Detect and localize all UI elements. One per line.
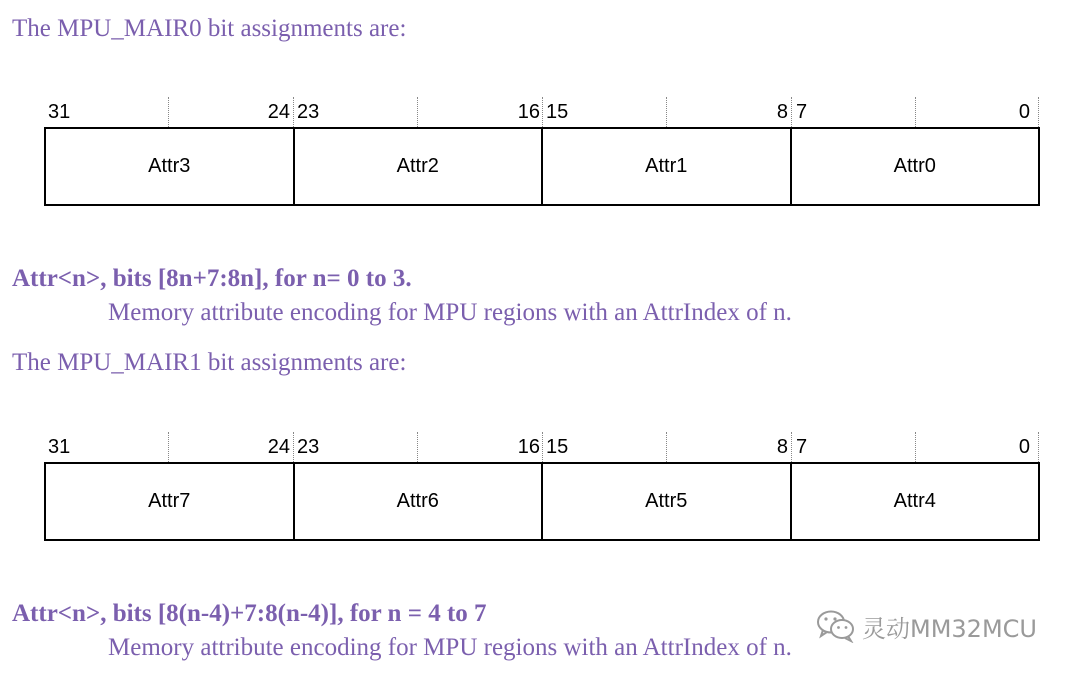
bit-label: 0: [1018, 101, 1030, 123]
tick-mark: [417, 432, 418, 462]
tick-mark: [1038, 432, 1039, 462]
tick-mark: [791, 432, 792, 462]
tick-mark: [791, 97, 792, 127]
tick-mark: [168, 97, 169, 127]
bit-label: 16: [517, 436, 540, 458]
tick-mark: [417, 97, 418, 127]
tick-mark: [666, 432, 667, 462]
field-attr6: Attr6: [295, 464, 544, 539]
tick-mark: [915, 432, 916, 462]
tick-mark: [542, 432, 543, 462]
mair0-register-diagram: [44, 97, 1040, 207]
mair1-intro: The MPU_MAIR1 bit assignments are:: [12, 349, 407, 376]
field-attr4: Attr4: [893, 490, 936, 512]
field-attr1: Attr1: [543, 129, 792, 204]
bit-label: 7: [796, 436, 808, 458]
mair1-field-description: Memory attribute encoding for MPU regions with an AttrIndex of n.: [108, 634, 792, 661]
bit-label: 23: [297, 436, 320, 458]
wechat-icon: [816, 609, 856, 643]
mair0-field-description: Memory attribute encoding for MPU regions with an AttrIndex of n.: [108, 299, 792, 326]
bit-label: 8: [776, 436, 788, 458]
field-attr0: Attr0: [893, 155, 936, 177]
register-fields: [44, 127, 1040, 206]
tick-mark: [666, 97, 667, 127]
bit-label: 24: [267, 101, 290, 123]
bit-label: 31: [48, 101, 71, 123]
field-attr7: Attr7: [46, 464, 295, 539]
bit-label: 15: [546, 101, 569, 123]
tick-mark: [293, 97, 294, 127]
bit-label: 15: [546, 436, 569, 458]
mair0-field-title: Attr<n>, bits [8n+7:8n], for n= 0 to 3.: [12, 265, 412, 292]
bit-label: 7: [796, 101, 808, 123]
field-attr5: Attr5: [543, 464, 792, 539]
bit-label: 0: [1018, 436, 1030, 458]
tick-mark: [293, 432, 294, 462]
tick-mark: [542, 97, 543, 127]
mair1-field-title: Attr<n>, bits [8(n-4)+7:8(n-4)], for n = 4 to 7: [12, 600, 487, 627]
mair1-register-diagram: [44, 432, 1040, 542]
bit-label: 8: [776, 101, 788, 123]
register-fields: [44, 462, 1040, 541]
watermark: [816, 608, 1037, 644]
bit-label: 31: [48, 436, 71, 458]
bit-label: 16: [517, 101, 540, 123]
tick-mark: [168, 432, 169, 462]
bit-label: 23: [297, 101, 320, 123]
field-attr3: Attr3: [46, 129, 295, 204]
bit-label: 24: [267, 436, 290, 458]
tick-mark: [1038, 97, 1039, 127]
field-attr2: Attr2: [295, 129, 544, 204]
mair0-intro: The MPU_MAIR0 bit assignments are:: [12, 15, 407, 42]
tick-mark: [915, 97, 916, 127]
watermark-text: 灵动MM32MCU: [862, 614, 1037, 643]
